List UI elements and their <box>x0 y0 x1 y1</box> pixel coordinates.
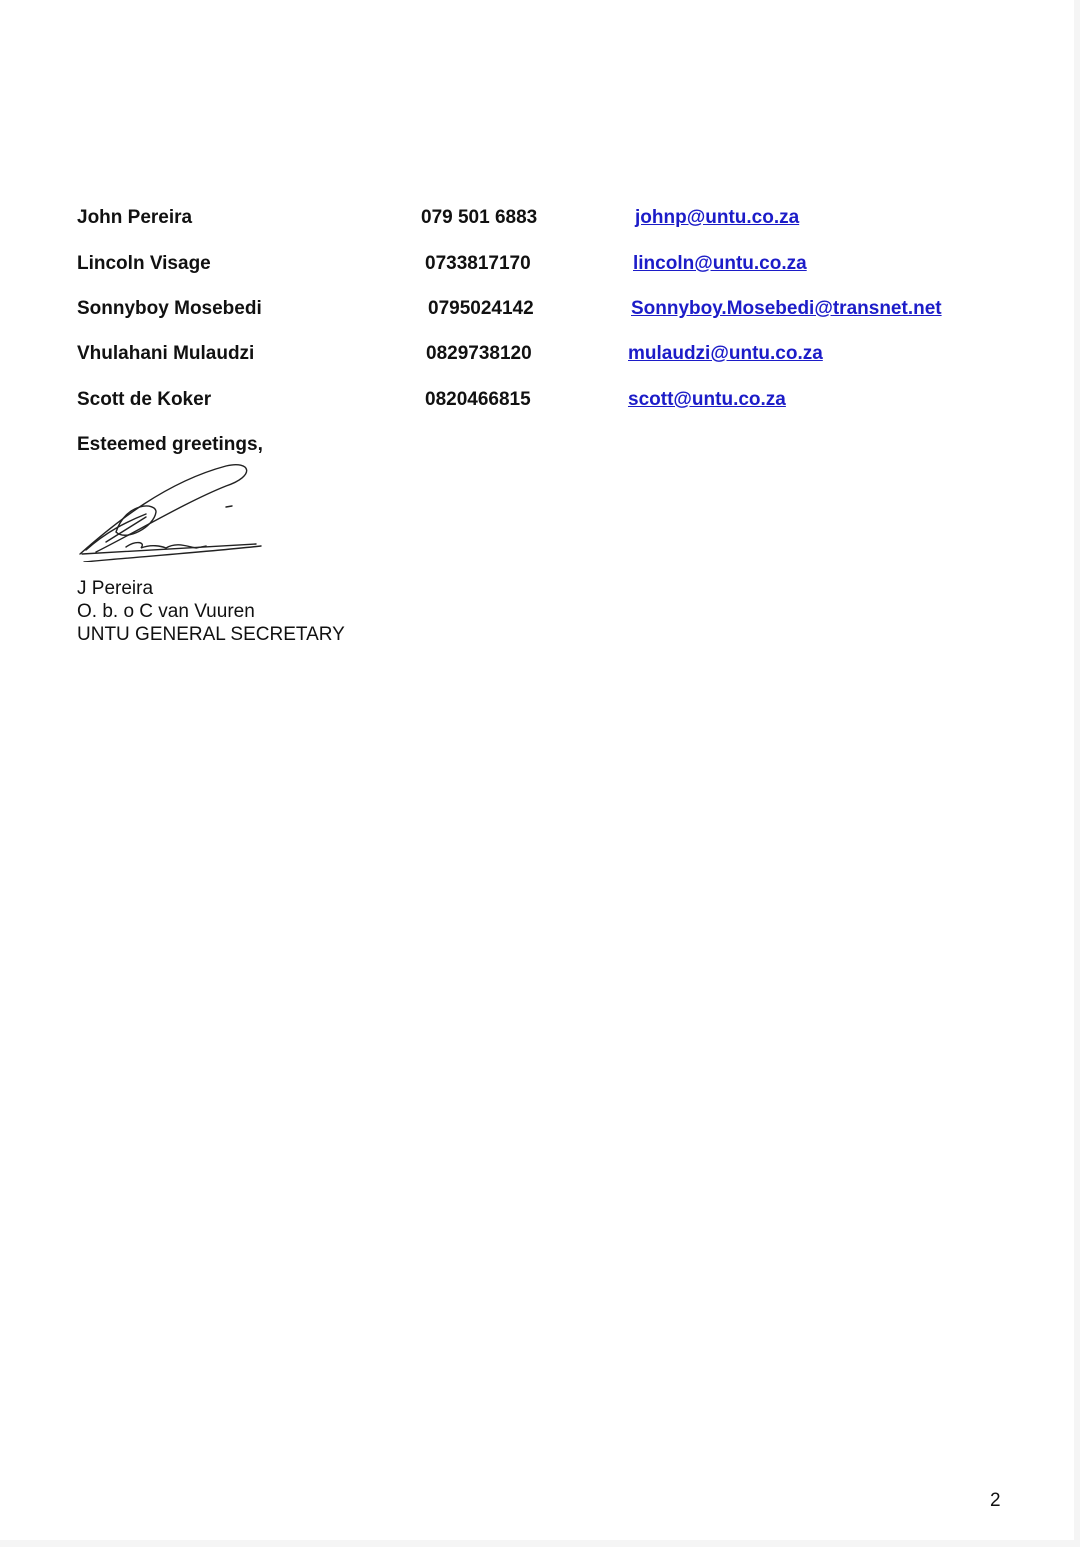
signatory-name: J Pereira <box>77 578 154 599</box>
contact-phone: 0820466815 <box>425 389 531 410</box>
contact-row <box>0 253 1074 277</box>
contact-name: John Pereira <box>77 207 193 228</box>
page-number: 2 <box>990 1490 1001 1511</box>
contact-row <box>0 343 1074 367</box>
contact-row <box>0 389 1074 413</box>
closing-greeting: Esteemed greetings, <box>77 434 263 455</box>
contact-name: Sonnyboy Mosebedi <box>77 298 262 319</box>
contact-name: Lincoln Visage <box>77 253 211 274</box>
contact-phone: 079 501 6883 <box>421 207 538 228</box>
contact-email-link[interactable]: scott@untu.co.za <box>628 389 786 410</box>
contact-email-link[interactable]: mulaudzi@untu.co.za <box>628 343 823 364</box>
contact-row <box>0 298 1074 322</box>
contact-row <box>0 207 1074 231</box>
contact-phone: 0733817170 <box>425 253 531 274</box>
signatory-title: UNTU GENERAL SECRETARY <box>77 624 345 645</box>
contact-name: Vhulahani Mulaudzi <box>77 343 255 364</box>
contact-email-link[interactable]: Sonnyboy.Mosebedi@transnet.net <box>631 298 942 319</box>
contact-email-link[interactable]: johnp@untu.co.za <box>635 207 800 228</box>
contact-phone: 0795024142 <box>428 298 534 319</box>
signature-image <box>76 462 266 562</box>
contact-email-link[interactable]: lincoln@untu.co.za <box>633 253 807 274</box>
signature-block <box>77 577 345 646</box>
contact-phone: 0829738120 <box>426 343 532 364</box>
contact-name: Scott de Koker <box>77 389 212 410</box>
on-behalf-of: O. b. o C van Vuuren <box>77 601 255 622</box>
